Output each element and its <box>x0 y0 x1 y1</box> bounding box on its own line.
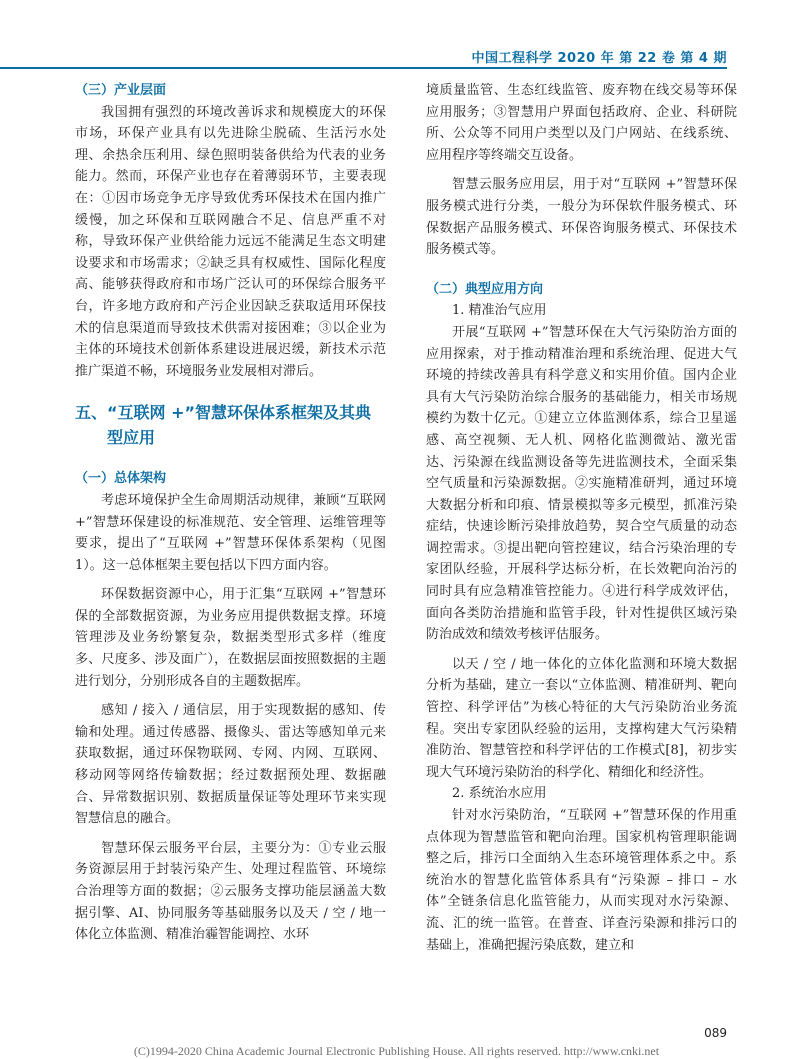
left-column <box>75 80 386 946</box>
paragraph: 智慧云服务应用层，用于对“互联网 +”智慧环保服务模式进行分类，一般分为环保软件服务模式、环保数据产品服务模式、环保咨询服务模式、环保技术服务模式等。 <box>426 177 737 258</box>
copyright-notice: (C)1994-2020 China Academic Journal Electronic Publishing House. All rights reserved. http://www.cnki.net <box>133 1044 660 1058</box>
section-heading-framework: 五、“互联网 +”智慧环保体系框架及其典型应用 <box>75 403 372 448</box>
paragraph: 开展“互联网 +”智慧环保在大气污染防治方面的应用探索，对于推动精准治理和系统治理、促进大气环境的持续改善具有科学意义和实用价值。国内企业具有大气污染防治综合服务的基础能力，相关市场规模约为数十亿元。①建立立体监测体系，综合卫星遥感、高空视频、无人机、网格化监测微站、激光雷达、污染源在线监测设备等先进监测技术，全面采集空气质量和污染源数据。②实施精准研判，通过环境大数据分析和印痕、情景模拟等多元模型，抓准污染症结，快速诊断污染排放趋势，契合空气质量的动态调控需求。③提出靶向管控建议，结合污染治理的专家团队经验，开展科学达标分析，在长效靶向治污的同时具有应急精准管控能力。④进行科学成效评估，面向各类防治措施和监管手段，针对性提供区域污染防治成效和绩效考核评估服务。 <box>426 324 737 643</box>
paragraph: 智慧环保云服务平台层，主要分为：①专业云服务资源层用于封装污染产生、处理过程监管、环境综合治理等方面的数据；②云服务支撑功能层涵盖大数据引擎、AI、协同服务等基础服务以及天 / 空 / 地一体化立体监测、精准治霾智能调控、水环 <box>75 840 386 943</box>
section-heading-industry: （三）产业层面 <box>75 83 167 98</box>
header-rule <box>0 67 727 69</box>
paragraph-continued: 境质量监管、生态红线监管、废弃物在线交易等环保应用服务；③智慧用户界面包括政府、企业、科研院所、公众等不同用户类型以及门户网站、在线系统、应用程序等终端交互设备。 <box>426 83 737 163</box>
paragraph: 针对水污染防治，“互联网 +”智慧环保的作用重点体现为智慧监管和靶向治理。国家机构管理职能调整之后，排污口全面纳入生态环境管理体系之中。系统治水的智慧化监管体系具有“污染源 – 排口 – 水体”全链条信息化监管能力，从而实现对水污染源、流、汇的统一监管。在普查、详查污染源和排污口的基础上，准确把握污染底数，建立和 <box>426 808 737 953</box>
paragraph: 感知 / 接入 / 通信层，用于实现数据的感知、传输和处理。通过传感器、摄像头、雷达等感知单元来获取数据，通过环保物联网、专网、内网、互联网、移动网等网络传输数据；经过数据预处理、数据融合、异常数据识别、数据质量保证等处理环节来实现智慧信息的融合。 <box>75 703 386 827</box>
right-column <box>426 80 737 956</box>
paragraph: 考虑环境保护全生命周期活动规律，兼顾“互联网 +”智慧环保建设的标准规范、安全管理、运维管理等要求，提出了“互联网 +”智慧环保体系架构（见图 1）。这一总体框架主要包括以下四方面内容。 <box>75 492 386 573</box>
subheading-water: 2. 系统治水应用 <box>452 786 547 802</box>
subheading-air: 1. 精准治气应用 <box>452 303 547 319</box>
page-number: 089 <box>704 1026 727 1040</box>
section-heading-architecture: （一）总体架构 <box>75 471 167 487</box>
paragraph: 以天 / 空 / 地一体化的立体化监测和环境大数据分析为基础，建立一套以“立体监测、精准研判、靶向管控、科学评估”为核心特征的大气污染防治业务流程。突出专家团队经验的运用，支撑构建大气污染精准防治、智慧管控和科学评估的工作模式[8]，初步实现大气环境污染防治的科学化、精细化和经济性。 <box>426 656 737 780</box>
paragraph: 环保数据资源中心，用于汇集“互联网 +”智慧环保的全部数据资源，为业务应用提供数据支撑。环境管理涉及业务纷繁复杂，数据类型形式多样（维度多、尺度多、涉及面广），在数据层面按照数据的主题进行划分，分别形成各自的主题数据库。 <box>75 587 386 689</box>
section-heading-applications: （二）典型应用方向 <box>426 281 544 297</box>
paragraph: 我国拥有强烈的环境改善诉求和规模庞大的环保市场，环保产业具有以先进除尘脱硫、生活污水处理、余热余压利用、绿色照明装备供给为代表的业务能力。然而，环保产业也存在着薄弱环节，主要表现在：①因市场竞争无序导致优秀环保技术在国内推广缓慢，加之环保和互联网融合不足、信息严重不对称，导致环保产业供给能力远远不能满足生态文明建设要求和市场需求；②缺乏具有权威性、国际化程度高、能够获得政府和市场广泛认可的环保综合服务平台，许多地方政府和产污企业因缺乏获取适用环保技术的信息渠道而导致技术供需对接困难；③以企业为主体的环境技术创新体系建设进展迟缓，新技术示范推广渠道不畅，环境服务业发展相对滞后。 <box>75 104 386 379</box>
journal-header: 中国工程科学 2020 年 第 22 卷 第 4 期 <box>471 51 727 66</box>
